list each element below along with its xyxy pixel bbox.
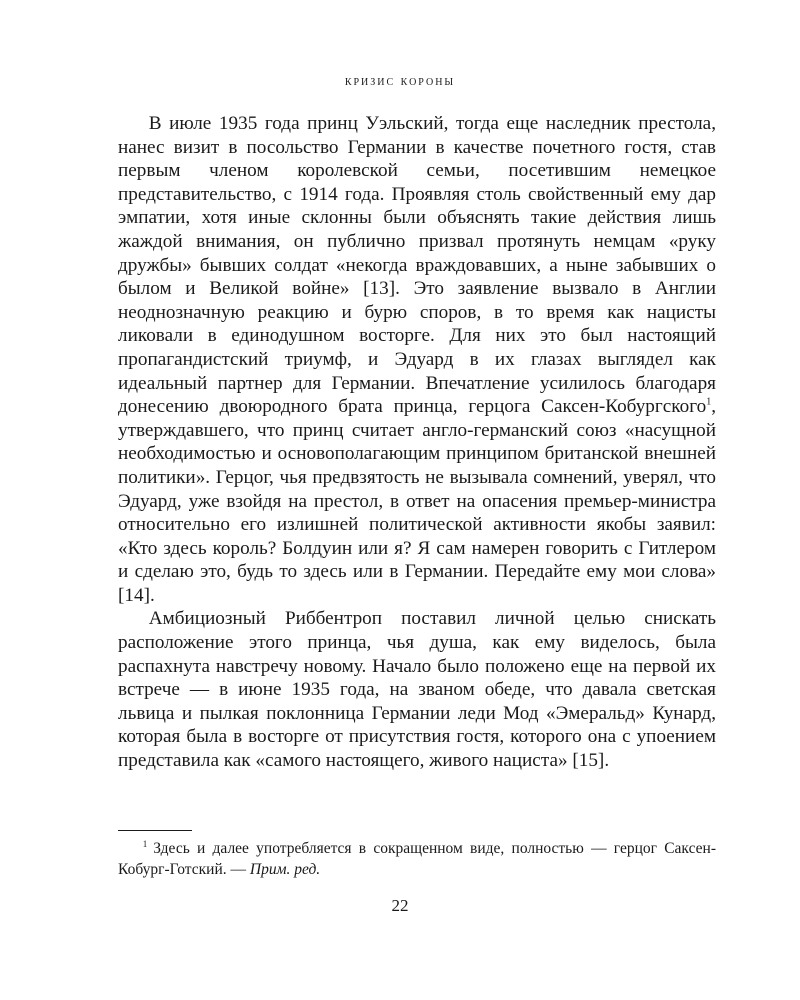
footnote-text: Здесь и далее употребляется в сокращенном виде, полностью — герцог Саксен-Кобург-Готский. — [118,840,716,878]
footnote-ref: 1 [706,396,712,408]
running-head: кризис короны [344,74,456,89]
footnote-marker: 1 [142,838,148,849]
footnote-rule [118,830,192,831]
footnote-editor-note: Прим. ред. [249,861,321,878]
paragraph-1-text-b: , утверждавшего, что принц считает англо-германский союз «насущной необходимостью и основополагающим принципом британской внешней политики». Герцог, чья предвзятость не вызывала сомнений, уверял, что Эдуард, уже взойдя на престол, в ответ на опасения премьер-министра относительно его излишней политической активности якобы заявил: «Кто здесь король? Болдуин или я? Я сам намерен говорить с Гитлером и сделаю это, будь то здесь или в Германии. Передайте ему мои слова» [14]. [118,396,716,606]
paragraph-1 [118,112,716,607]
paragraph-2: Амбициозный Риббентроп поставил личной целью снискать расположение этого принца, чья душа, как ему виделось, была распахнута навстречу новому. Начало было положено еще на первой их встрече — в июне 1935 года, на званом обеде, что давала светская львица и пылкая поклонница Германии леди Мод «Эмеральд» Кунард, которая была в восторге от присутствия гостя, которого она с упоением представила как «самого настоящего, живого нациста» [15]. [118,608,716,772]
main-text [118,112,716,773]
paragraph-1-text-a: В июле 1935 года принц Уэльский, тогда еще наследник престола, нанес визит в посольство Германии в качестве почетного гостя, став первым членом королевской семьи, посетившим немецкое представительство, с 1914 года. Проявляя столь свойственный ему дар эмпатии, хотя иные склонны были объяснять такие действия лишь жаждой внимания, он публично призвал протянуть немцам «руку дружбы» бывших солдат «некогда враждовавших, а ныне забывших о былом и Великой войне» [13]. Это заявление вызвало в Англии неоднозначную реакцию и бурю споров, в то время как нацисты ликовали в единодушном восторге. Для них это был настоящий пропагандистский триумф, и Эдуард в их глазах выглядел как идеальный партнер для Германии. Впечатление усилилось благодаря донесению двоюродного брата принца, герцога Саксен-Кобургского [118,113,716,418]
footnote [118,838,716,880]
page-number: 22 [391,896,409,915]
